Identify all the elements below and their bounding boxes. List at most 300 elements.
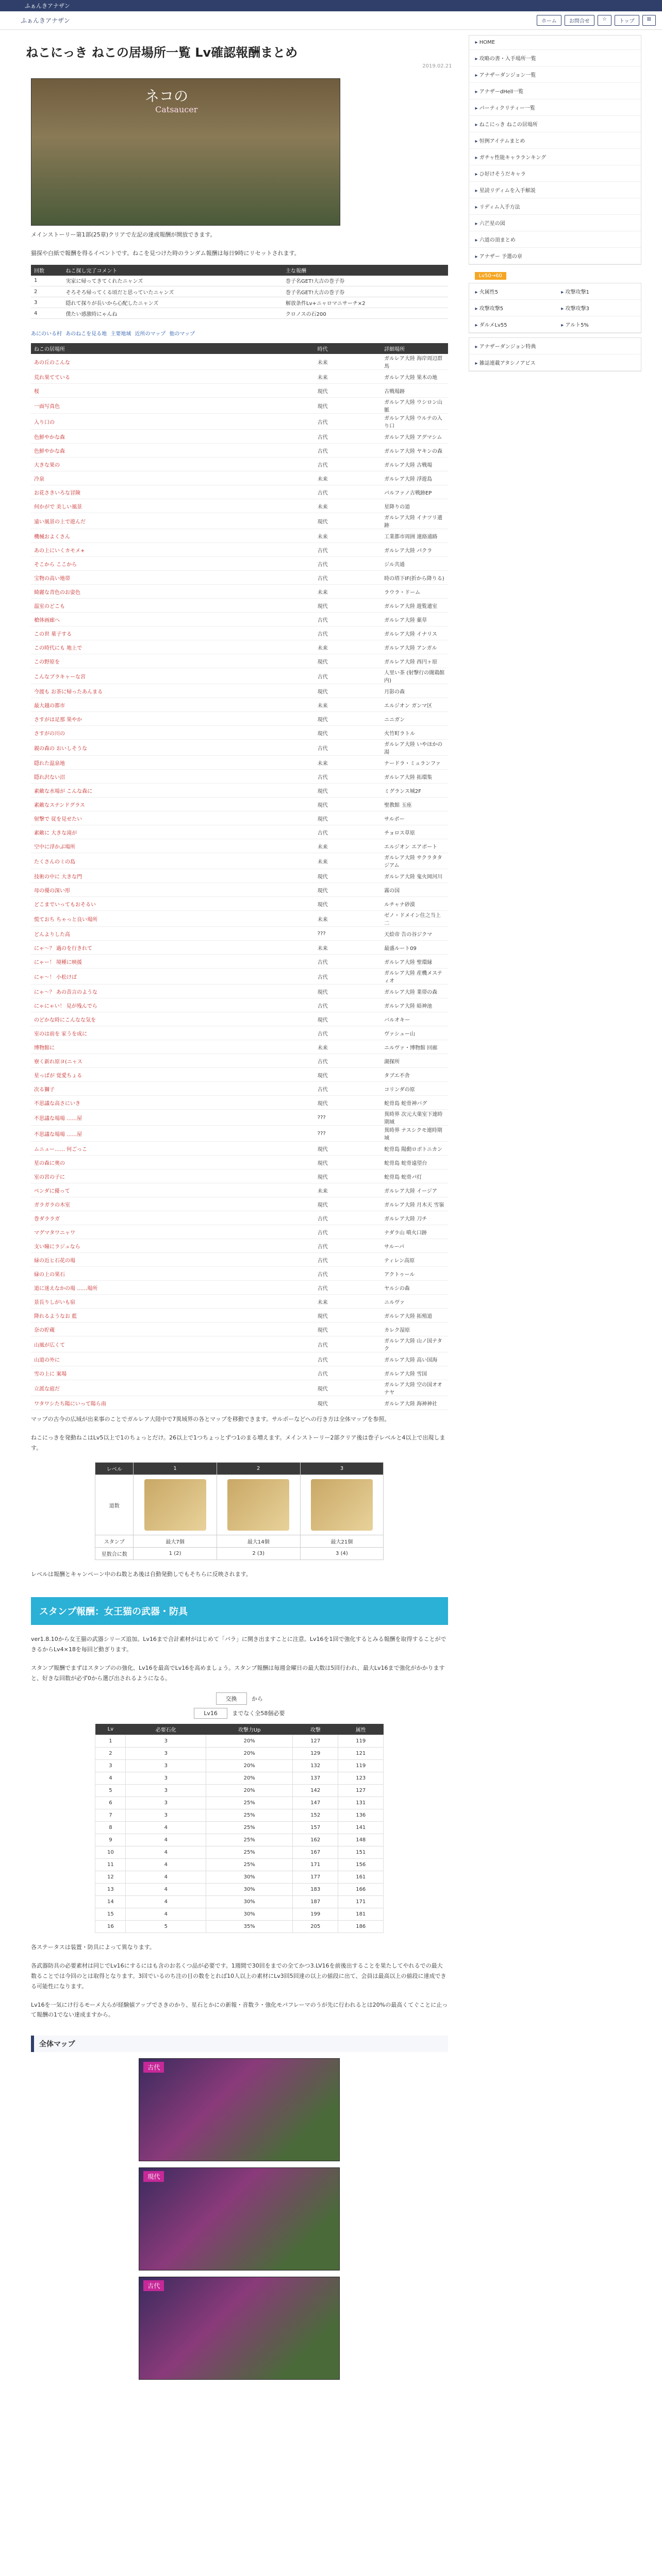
era: 古代 bbox=[315, 430, 381, 444]
cat-location-name[interactable]: マグマタワニャワ bbox=[31, 1225, 315, 1239]
era: 古代 bbox=[315, 1026, 381, 1040]
table-row bbox=[95, 1859, 384, 1871]
list-item bbox=[31, 1253, 448, 1267]
map-image-ancient[interactable] bbox=[139, 2058, 340, 2161]
location-detail: アクトゥール bbox=[381, 1267, 448, 1281]
list-item bbox=[31, 398, 448, 414]
era: 未来 bbox=[315, 1040, 381, 1054]
location-detail: ティレン高原 bbox=[381, 1253, 448, 1267]
header-site[interactable]: ふぁんきアナザン bbox=[21, 17, 70, 24]
nav-grid-button[interactable]: ⊞ bbox=[642, 15, 656, 26]
cat-location-name[interactable]: 荒れ果てている bbox=[31, 370, 315, 384]
lv-cell: 5 bbox=[95, 1785, 126, 1797]
cat-location-name[interactable]: 室のは前を 家うを成に bbox=[31, 1026, 315, 1040]
cat-location-name[interactable]: 入り口の bbox=[31, 414, 315, 430]
sidebar-grid bbox=[469, 283, 641, 333]
location-detail: ガルレア大陸 薬草 bbox=[381, 613, 448, 626]
map-image-ancient-2[interactable] bbox=[139, 2277, 340, 2380]
location-detail: ガルレア大陸 拓殖道 bbox=[381, 1309, 448, 1323]
list-item bbox=[31, 1323, 448, 1336]
sidebar-more-item[interactable]: ▸ 雑誌連載アタシノアビス bbox=[469, 354, 641, 371]
location-detail: ニルヴァ・博物館 回廊 bbox=[381, 1040, 448, 1054]
list-item bbox=[31, 798, 448, 811]
cat-location-name[interactable]: 支い瞳にラジュなら bbox=[31, 1239, 315, 1253]
list-item bbox=[31, 1336, 448, 1352]
cat-location-name[interactable]: 冷泉 bbox=[31, 471, 315, 485]
lv-cell: 121 bbox=[338, 1748, 384, 1760]
list-item bbox=[31, 513, 448, 529]
table-header: 主な報酬 bbox=[283, 265, 448, 276]
site-name[interactable]: ふぁんきアナザン bbox=[25, 3, 70, 9]
list-header: ねこの居場所 bbox=[31, 343, 315, 354]
sidebar-item[interactable]: ▸ HOME bbox=[469, 36, 641, 50]
table-row bbox=[95, 1834, 384, 1846]
list-item bbox=[31, 613, 448, 626]
list-item bbox=[31, 1239, 448, 1253]
stamp-image bbox=[227, 1479, 289, 1531]
cat-location-name[interactable]: 色鮮やかな森 bbox=[31, 430, 315, 444]
cat-location-name[interactable]: 隠れ沢ない沼 bbox=[31, 770, 315, 784]
cat-location-name[interactable]: 今渡も お茶に帰ったあんまる bbox=[31, 684, 315, 698]
link[interactable]: 近所のマップ bbox=[135, 331, 166, 337]
era: 未来 bbox=[315, 839, 381, 853]
location-detail: ガルレア大陸 アグマシム bbox=[381, 430, 448, 444]
lv-cell: 129 bbox=[293, 1748, 338, 1760]
nav-top-button[interactable]: トップ bbox=[615, 15, 639, 26]
nav-contact-button[interactable]: お問合せ bbox=[565, 15, 594, 26]
cat-location-name[interactable]: 立派な庭だ bbox=[31, 1380, 315, 1396]
era: 現代 bbox=[315, 599, 381, 613]
era: 現代 bbox=[315, 712, 381, 726]
cat-location-name[interactable]: 宝物の高い地帯 bbox=[31, 571, 315, 585]
cat-location-name[interactable]: 山風が広くて bbox=[31, 1336, 315, 1352]
lv-cell: 1 bbox=[95, 1735, 126, 1748]
lv-cell: 4 bbox=[126, 1846, 206, 1859]
cat-location-name[interactable]: にゃ〜！ 小松けば bbox=[31, 969, 315, 985]
cat-location-name[interactable]: 慌ておち ちゃっと良い場所 bbox=[31, 911, 315, 927]
cat-location-name[interactable]: 何かがで 美しい風景 bbox=[31, 499, 315, 513]
cat-location-name[interactable]: 道に迷えなかの場 ……場所 bbox=[31, 1281, 315, 1295]
list-item bbox=[31, 557, 448, 571]
location-detail: タブエ不舎 bbox=[381, 1068, 448, 1082]
stamp-image bbox=[311, 1479, 373, 1531]
location-detail: 蛇骨島 蛇骨遠望台 bbox=[381, 1156, 448, 1170]
cat-location-name[interactable]: 不思議な場場 ……屋 bbox=[31, 1110, 315, 1126]
cat-location-name[interactable]: 一面写真色 bbox=[31, 398, 315, 414]
list-item bbox=[31, 1183, 448, 1197]
cat-location-name[interactable]: たくさんのミの島 bbox=[31, 853, 315, 869]
era: 現代 bbox=[315, 1156, 381, 1170]
cat-location-name[interactable]: 素敵な水場が こんな森に bbox=[31, 784, 315, 798]
sidebar-item[interactable]: ▸ パーティクリティー一覧 bbox=[469, 99, 641, 116]
list-item bbox=[31, 784, 448, 798]
lv-cell: 6 bbox=[95, 1797, 126, 1809]
cat-location-list bbox=[31, 343, 448, 1410]
lv-cell: 25% bbox=[206, 1797, 293, 1809]
era: 現代 bbox=[315, 1309, 381, 1323]
cat-location-name[interactable]: 星っぱが 覚愛ちょる bbox=[31, 1068, 315, 1082]
cat-location-name[interactable]: あの上にいくカモメ+ bbox=[31, 543, 315, 557]
lv-header: 属性 bbox=[338, 1724, 384, 1735]
era: 古代 bbox=[315, 485, 381, 499]
list-item bbox=[31, 955, 448, 969]
list-item bbox=[31, 1110, 448, 1126]
cat-location-name[interactable]: にゃにゃい！ 見が残んでら bbox=[31, 998, 315, 1012]
reward-table bbox=[31, 265, 448, 319]
sidebar-grid-item[interactable]: ▸ 攻撃攻撃1 bbox=[555, 283, 641, 300]
cat-location-name[interactable]: 機械およくさん bbox=[31, 529, 315, 543]
era: 未来 bbox=[315, 941, 381, 955]
sidebar-item[interactable]: ▸ 恒例アイテムまとめ bbox=[469, 132, 641, 149]
stamp-label: 道数 bbox=[95, 1475, 134, 1535]
location-detail: 蛇骨島 蛇骨神バグ bbox=[381, 1096, 448, 1110]
location-detail: ガルレア大陸 古戦場 bbox=[381, 457, 448, 471]
lv-cell: 152 bbox=[293, 1809, 338, 1822]
nav-star-button[interactable]: ☆ bbox=[598, 15, 611, 26]
location-detail: ガルレア大陸 刀チ bbox=[381, 1211, 448, 1225]
cat-location-name[interactable]: 緑の近ヒ石花の場 bbox=[31, 1253, 315, 1267]
cat-location-name[interactable]: 大きな果の bbox=[31, 457, 315, 471]
stamp-image bbox=[144, 1479, 206, 1531]
after-lv-text-3: Lv16を一気にけ行るモーメ大らが経験値アップでさきのかり、星石とかにの新報・音数ラ・強化モパフレーマのうが先に行われるとは20%の最高くてぐことに止って報酬の1でない達成ますから。 bbox=[31, 2001, 448, 2019]
cat-location-name[interactable]: 素敵なステンドグラス bbox=[31, 798, 315, 811]
sidebar-item[interactable]: ▸ ひ好けそうだキャラ bbox=[469, 165, 641, 182]
list-item bbox=[31, 1281, 448, 1295]
sidebar-more bbox=[469, 337, 641, 371]
list-item bbox=[31, 1082, 448, 1096]
cat-location-name[interactable]: そこから ここから bbox=[31, 557, 315, 571]
era: 現代 bbox=[315, 1170, 381, 1183]
table-header: 回数 bbox=[31, 265, 63, 276]
table-cell: 隠れて探りが長いから心配したニャンズ bbox=[63, 297, 283, 308]
era: 未来 bbox=[315, 853, 381, 869]
cat-location-name[interactable]: 山道の外に bbox=[31, 1352, 315, 1366]
map-image-present[interactable] bbox=[139, 2167, 340, 2270]
location-detail: ガルレア大陸 空の国オオナヤ bbox=[381, 1380, 448, 1396]
list-item bbox=[31, 684, 448, 698]
link[interactable]: あにのいる村 bbox=[31, 331, 62, 337]
list-item bbox=[31, 529, 448, 543]
stamp-cell: 3 (4) bbox=[300, 1548, 384, 1560]
era: 現代 bbox=[315, 1396, 381, 1410]
cat-location-name[interactable]: 室の宮の子に bbox=[31, 1170, 315, 1183]
era: 未来 bbox=[315, 471, 381, 485]
era: 未来 bbox=[315, 1295, 381, 1309]
lv-cell: 3 bbox=[126, 1735, 206, 1748]
era: 現代 bbox=[315, 883, 381, 897]
lv-cell: 151 bbox=[338, 1846, 384, 1859]
hero-subtitle: Catsaucer bbox=[155, 105, 198, 114]
lv-cell: 4 bbox=[126, 1822, 206, 1834]
sidebar-item[interactable]: ▸ 六芒星の図 bbox=[469, 215, 641, 231]
cat-location-name[interactable]: 最大越の都市 bbox=[31, 698, 315, 712]
lv-cell: 16 bbox=[95, 1921, 126, 1933]
list-item bbox=[31, 640, 448, 654]
lv-cell: 148 bbox=[338, 1834, 384, 1846]
list-item bbox=[31, 1156, 448, 1170]
cat-location-name[interactable]: あの丘のこんな bbox=[31, 354, 315, 370]
era: 古代 bbox=[315, 414, 381, 430]
cat-location-name[interactable]: この世 菓子する bbox=[31, 626, 315, 640]
sidebar-item[interactable]: ▸ リディム入手方法 bbox=[469, 198, 641, 215]
cat-location-name[interactable]: 技術の中に 大きな門 bbox=[31, 869, 315, 883]
location-detail: サルポー bbox=[381, 811, 448, 825]
list-item bbox=[31, 457, 448, 471]
cat-location-name[interactable]: 寮く新れ原ヨ(ニャス bbox=[31, 1054, 315, 1068]
lv-select[interactable]: Lv16 bbox=[194, 1708, 227, 1719]
sidebar-item[interactable]: ▸ アナザーdHell一覧 bbox=[469, 83, 641, 99]
stamp-cell: 1 (2) bbox=[134, 1548, 217, 1560]
era: 現代 bbox=[315, 1096, 381, 1110]
sidebar-item[interactable]: ▸ ねこにっき ねこの居場所 bbox=[469, 116, 641, 132]
top-bar bbox=[0, 0, 662, 11]
list-item bbox=[31, 626, 448, 640]
lv-cell: 187 bbox=[293, 1896, 338, 1908]
lv-cell: 20% bbox=[206, 1760, 293, 1772]
cat-location-name[interactable]: どこまでいってもおそるい bbox=[31, 897, 315, 911]
cat-location-name[interactable]: 巻ダララガ bbox=[31, 1211, 315, 1225]
lv-cell: 5 bbox=[126, 1921, 206, 1933]
era: 古代 bbox=[315, 1352, 381, 1366]
header bbox=[0, 11, 662, 30]
sidebar-more-item[interactable]: ▸ アナザーダンジョン特典 bbox=[469, 338, 641, 354]
lv-cell: 25% bbox=[206, 1859, 293, 1871]
sidebar-item[interactable]: ▸ ガチャ性能キャラランキング bbox=[469, 149, 641, 165]
list-item bbox=[31, 1170, 448, 1183]
cat-location-name[interactable]: 空中に浮かぶ場所 bbox=[31, 839, 315, 853]
sidebar-item[interactable]: ▸ アナザー 予選の章 bbox=[469, 248, 641, 264]
era: 古代 bbox=[315, 740, 381, 756]
lv-cell: 127 bbox=[338, 1785, 384, 1797]
era: 現代 bbox=[315, 398, 381, 414]
stamp-image-cell bbox=[300, 1475, 384, 1535]
lv-header: 攻撃力Up bbox=[206, 1724, 293, 1735]
location-detail: ガルレア大陸 雪国 bbox=[381, 1366, 448, 1380]
lv-cell: 25% bbox=[206, 1809, 293, 1822]
cat-location-name[interactable]: さすがは足那 果やか bbox=[31, 712, 315, 726]
era: 古代 bbox=[315, 1267, 381, 1281]
sidebar-item[interactable]: ▸ 星読リディムを入手解説 bbox=[469, 182, 641, 198]
list-item bbox=[31, 1352, 448, 1366]
location-detail: パルファノ古戦跡EP bbox=[381, 485, 448, 499]
list-item bbox=[31, 1225, 448, 1239]
location-detail: カレク湿原 bbox=[381, 1323, 448, 1336]
list-item bbox=[31, 911, 448, 927]
cat-location-name[interactable]: 雪の上に 案場 bbox=[31, 1366, 315, 1380]
table-row bbox=[95, 1908, 384, 1921]
article-date: 2019.02.21 bbox=[422, 63, 452, 69]
table-cell: そろそろ帰ってくる頃だと思っていたニャンズ bbox=[63, 286, 283, 297]
link[interactable]: あのねこを見る地 bbox=[65, 331, 107, 337]
cat-location-name[interactable]: この野原を bbox=[31, 654, 315, 668]
cat-location-name[interactable]: にゃー！ 境種に映援 bbox=[31, 955, 315, 969]
era: 古代 bbox=[315, 444, 381, 457]
section-text-2: スタンプ報酬でまずはスタンプのの強化、Lv16を最高でLv16を高めましょう。スタンプ報酬は毎週金曜日の最大数は5回行われ、最大Lv16まで強化がかかりますと、好きな回数が必ず0から選び出されるようになる。 bbox=[31, 1664, 445, 1682]
era: 古代 bbox=[315, 1082, 381, 1096]
list-item bbox=[31, 1142, 448, 1156]
list-item bbox=[31, 726, 448, 740]
sidebar-grid-item[interactable]: ▸ 攻撃攻撃3 bbox=[555, 300, 641, 316]
list-item bbox=[31, 770, 448, 784]
cat-location-name[interactable]: にゃ〜？ 過のを行きれて bbox=[31, 941, 315, 955]
cat-location-name[interactable]: 星の森に奥の bbox=[31, 1156, 315, 1170]
lv-cell: 3 bbox=[126, 1760, 206, 1772]
location-detail: 星降りの道 bbox=[381, 499, 448, 513]
cat-location-name[interactable]: ガラガラの木室 bbox=[31, 1197, 315, 1211]
lv-cell: 4 bbox=[95, 1772, 126, 1785]
sidebar-item[interactable]: ▸ アナザーダンジョン一覧 bbox=[469, 66, 641, 83]
cat-location-name[interactable]: 降れるようなお 藍 bbox=[31, 1309, 315, 1323]
location-detail: ガルレア大陸 アンガル bbox=[381, 640, 448, 654]
cat-location-name[interactable]: 色鮮やかな森 bbox=[31, 444, 315, 457]
lv-header: Lv bbox=[95, 1724, 126, 1735]
location-detail: ガルレア大陸 暗神池 bbox=[381, 998, 448, 1012]
sidebar-grid-item[interactable]: ▸ 火属性5 bbox=[469, 283, 555, 300]
cat-location-name[interactable]: お花さきいろな冒険 bbox=[31, 485, 315, 499]
era: 古代 bbox=[315, 457, 381, 471]
cat-location-name[interactable]: 温室のどこも bbox=[31, 599, 315, 613]
cat-location-name[interactable]: こんなブラキャーな宮 bbox=[31, 668, 315, 684]
intro-text-2: 猫探や白紙で報酬を得るイベントです。ねこを見つけた時のランダム報酬は毎日9時にリセットされます。 bbox=[31, 249, 300, 257]
list-item bbox=[31, 1026, 448, 1040]
list-item bbox=[31, 499, 448, 513]
cat-location-name[interactable]: 母の優の深い形 bbox=[31, 883, 315, 897]
table-cell: クロノスの石200 bbox=[283, 308, 448, 319]
lv-cell: 181 bbox=[338, 1908, 384, 1921]
stamp-cell: 星数合に数 bbox=[95, 1548, 134, 1560]
cat-location-name[interactable]: 桜 bbox=[31, 384, 315, 398]
cat-location-name[interactable]: 隠れた温泉地 bbox=[31, 756, 315, 770]
list-item bbox=[31, 712, 448, 726]
location-detail: ガルレア大陸 海岸周辺群馬 bbox=[381, 354, 448, 370]
list-item bbox=[31, 1267, 448, 1281]
table-row bbox=[31, 297, 448, 308]
cat-location-name[interactable]: 次る獅子 bbox=[31, 1082, 315, 1096]
table-cell: 4 bbox=[31, 308, 63, 319]
sidebar-grid-item[interactable]: ▸ ダルメLv55 bbox=[469, 316, 555, 333]
cat-location-name[interactable]: 射撃で 従を見せたい bbox=[31, 811, 315, 825]
lv-cell: 4 bbox=[126, 1859, 206, 1871]
cat-location-name[interactable]: のどかな時にこんなな気を bbox=[31, 1012, 315, 1026]
table-row bbox=[95, 1809, 384, 1822]
list-item bbox=[31, 1380, 448, 1396]
lv-cell: 10 bbox=[95, 1846, 126, 1859]
cat-location-name[interactable]: ワタワシたち陽にいって陽ら南 bbox=[31, 1396, 315, 1410]
lv-cell: 4 bbox=[126, 1884, 206, 1896]
cat-location-name[interactable]: この時代にも 地上で bbox=[31, 640, 315, 654]
cat-location-name[interactable]: ムニュー…… 何ごっこ bbox=[31, 1142, 315, 1156]
table-row bbox=[95, 1760, 384, 1772]
list-item bbox=[31, 571, 448, 585]
cat-location-name[interactable]: 親の森の おいしそうな bbox=[31, 740, 315, 756]
cat-location-name[interactable]: 不思議な場場 ……屋 bbox=[31, 1126, 315, 1142]
location-detail: ガルレア大陸 西円ヶ原 bbox=[381, 654, 448, 668]
era: 未来 bbox=[315, 1183, 381, 1197]
location-detail: ガルレア大陸 ウシロン山脈 bbox=[381, 398, 448, 414]
article-title: ねこにっき ねこの居場所一覧 Lv確認報酬まとめ bbox=[26, 45, 298, 60]
lv-cell: 15 bbox=[95, 1908, 126, 1921]
table-cell: 巻子名GET!大吉の巻子券 bbox=[283, 286, 448, 297]
era: 現代 bbox=[315, 684, 381, 698]
list-item bbox=[31, 585, 448, 599]
location-detail: 異時界 ナスシクモ連時期域 bbox=[381, 1126, 448, 1142]
cat-location-name[interactable]: 素敵に 大きな滝が bbox=[31, 825, 315, 839]
location-detail: ガルレア大陸 イナツリ遺跡 bbox=[381, 513, 448, 529]
lv-cell: 171 bbox=[293, 1859, 338, 1871]
location-detail: ガルレア大陸 遊覧遺室 bbox=[381, 599, 448, 613]
cat-location-name[interactable]: 奈の貯蔵 bbox=[31, 1323, 315, 1336]
lv-cell: 30% bbox=[206, 1871, 293, 1884]
location-detail: ガルレア大陸 浮遊島 bbox=[381, 471, 448, 485]
location-detail: 時の塔下IF(折から降りる) bbox=[381, 571, 448, 585]
location-detail: 古戦場跡 bbox=[381, 384, 448, 398]
list-item bbox=[31, 811, 448, 825]
cat-location-name[interactable]: どんよりした高 bbox=[31, 927, 315, 941]
lv-cell: 3 bbox=[126, 1785, 206, 1797]
cat-location-name[interactable]: 綺麗な青色のお姿色 bbox=[31, 585, 315, 599]
sidebar-grid-item[interactable]: ▸ アルト5% bbox=[555, 316, 641, 333]
link[interactable]: 他のマップ bbox=[169, 331, 195, 337]
stamp-cell: 最大21個 bbox=[300, 1535, 384, 1548]
era: 古代 bbox=[315, 1239, 381, 1253]
location-detail: ガルレア大陸 果木の地 bbox=[381, 370, 448, 384]
location-detail: ガルレア大陸 イナリス bbox=[381, 626, 448, 640]
table-cell: 実家に帰ってきてくれたニャンズ bbox=[63, 276, 283, 286]
era: ??? bbox=[315, 927, 381, 941]
era: 現代 bbox=[315, 1197, 381, 1211]
cat-location-name[interactable]: 不思議な高さにいき bbox=[31, 1096, 315, 1110]
list-item bbox=[31, 985, 448, 998]
cat-location-name[interactable]: さすがの川の bbox=[31, 726, 315, 740]
era: 古代 bbox=[315, 1253, 381, 1267]
list-item bbox=[31, 1096, 448, 1110]
lv-cell: 123 bbox=[338, 1772, 384, 1785]
sidebar-grid-item[interactable]: ▸ 攻撃攻撃5 bbox=[469, 300, 555, 316]
era: 現代 bbox=[315, 384, 381, 398]
cat-location-name[interactable]: 遠い風景の上で遊んだ bbox=[31, 513, 315, 529]
lv-suffix: までなく全58個必要 bbox=[232, 1710, 285, 1717]
list-item bbox=[31, 414, 448, 430]
list-item bbox=[31, 1040, 448, 1054]
sidebar-item[interactable]: ▸ 攻略の書・入手場所一覧 bbox=[469, 50, 641, 66]
cat-location-name[interactable]: 緑の上の果石 bbox=[31, 1267, 315, 1281]
lv-cell: 11 bbox=[95, 1859, 126, 1871]
link[interactable]: 主要地域 bbox=[110, 331, 131, 337]
sidebar-item[interactable]: ▸ 六道の頂まとめ bbox=[469, 231, 641, 248]
table-row bbox=[95, 1871, 384, 1884]
era: 古代 bbox=[315, 955, 381, 969]
cat-location-name[interactable]: 博物館に bbox=[31, 1040, 315, 1054]
location-detail: ガルレア大陸 高い国海 bbox=[381, 1352, 448, 1366]
era: 現代 bbox=[315, 513, 381, 529]
hero-image bbox=[31, 78, 340, 226]
location-detail: ガルレア大陸 ウルテの入り口 bbox=[381, 414, 448, 430]
era: 未来 bbox=[315, 756, 381, 770]
cat-location-name[interactable]: 槍体画廊へ bbox=[31, 613, 315, 626]
lv-cell: 162 bbox=[293, 1834, 338, 1846]
era: 現代 bbox=[315, 811, 381, 825]
list-item bbox=[31, 430, 448, 444]
list-item bbox=[31, 1309, 448, 1323]
exchange-select[interactable]: 交換 bbox=[216, 1692, 247, 1705]
cat-location-name[interactable]: にゃ〜？ あの昔言のような bbox=[31, 985, 315, 998]
cat-location-name[interactable]: 景長りしがいも宿 bbox=[31, 1295, 315, 1309]
location-detail: ジル共通 bbox=[381, 557, 448, 571]
nav-home-button[interactable]: ホーム bbox=[537, 15, 561, 26]
cat-location-name[interactable]: ぺンダに優って bbox=[31, 1183, 315, 1197]
era: ??? bbox=[315, 1126, 381, 1142]
location-detail: ガルレア大陸 業帯の森 bbox=[381, 985, 448, 998]
